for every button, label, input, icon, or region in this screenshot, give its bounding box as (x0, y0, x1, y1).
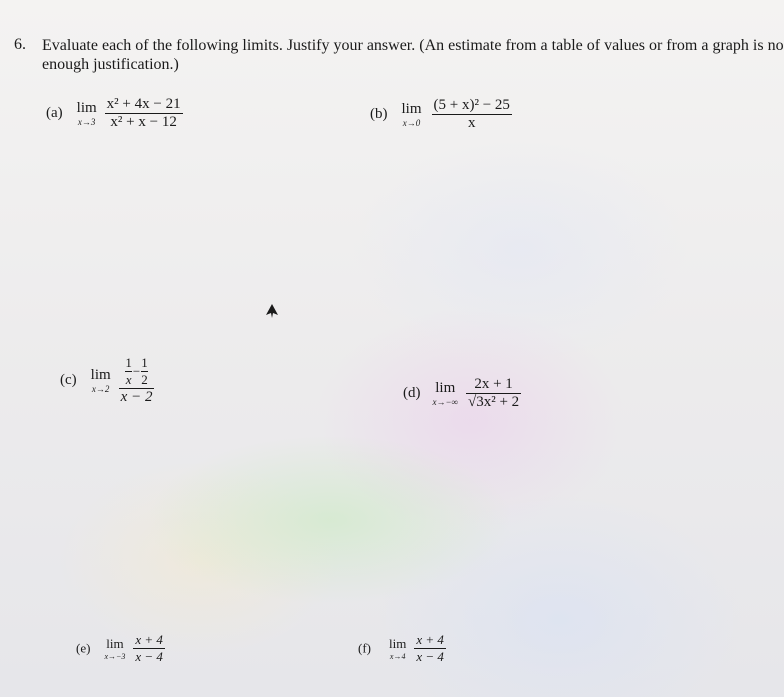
part-f-fraction (414, 632, 446, 665)
part-f-denominator: x − 4 (416, 649, 444, 664)
part-d-approach: x→−∞ (432, 397, 458, 407)
part-c-approach: x→2 (91, 384, 110, 394)
prompt-line-2: enough justification.) (42, 56, 179, 73)
part-c-complex-numerator (119, 355, 155, 388)
limit-a (46, 96, 183, 131)
part-c-inner-left-num: 1 (125, 355, 132, 370)
part-c-inner-left-fraction (125, 355, 132, 388)
part-e-lim: lim (106, 636, 124, 651)
limit-d (403, 376, 521, 411)
part-f-approach: x→4 (389, 652, 406, 661)
part-a-approach: x→3 (77, 117, 96, 127)
part-b-approach: x→0 (402, 118, 421, 128)
part-a-numerator: x² + 4x − 21 (106, 96, 181, 112)
part-b-fraction (432, 97, 512, 132)
problem-prompt (42, 36, 784, 74)
part-d-lim: lim (435, 380, 456, 396)
part-b-denominator: x (432, 114, 512, 132)
part-c-inner-right-fraction (141, 355, 148, 388)
part-c-inner-left-den: x (125, 372, 132, 387)
part-f-numerator: x + 4 (416, 632, 444, 647)
part-e-fraction (133, 632, 165, 665)
part-e-label: (e) (76, 640, 91, 656)
limit-f (358, 632, 446, 665)
part-c-denominator: x − 2 (120, 389, 153, 405)
limit-b (370, 97, 512, 132)
part-d-numerator: 2x + 1 (474, 376, 513, 392)
limit-c (60, 355, 154, 406)
part-e-approach: x→−3 (104, 652, 126, 661)
part-d-denominator: √3x² + 2 (467, 394, 520, 410)
part-c-inner-minus: − (132, 363, 141, 379)
part-e-denominator: x − 4 (135, 649, 163, 664)
prompt-line-1: Evaluate each of the following limits. Justify your answer. (An estimate from a table of values or from a graph is no (42, 37, 784, 54)
part-e-numerator: x + 4 (135, 632, 163, 647)
limit-e (76, 632, 165, 665)
part-a-lim: lim (76, 100, 97, 116)
part-c-lim: lim (90, 367, 111, 383)
part-a-denominator: x² + x − 12 (105, 113, 183, 131)
part-d-fraction (466, 376, 521, 411)
part-f-lim: lim (389, 636, 407, 651)
mouse-pointer-icon (265, 304, 279, 318)
part-c-inner-right-num: 1 (141, 355, 148, 370)
problem-number: 6. (14, 36, 26, 53)
part-c-fraction (119, 355, 155, 406)
part-a-label: (a) (46, 105, 63, 122)
part-f-label: (f) (358, 640, 371, 656)
part-b-numerator: (5 + x)² − 25 (433, 97, 510, 113)
part-b-lim: lim (401, 101, 422, 117)
part-c-label: (c) (60, 372, 77, 388)
part-d-label: (d) (403, 385, 421, 401)
part-b-label: (b) (370, 106, 388, 123)
part-a-fraction (105, 96, 183, 131)
part-c-inner-right-den: 2 (141, 372, 148, 387)
